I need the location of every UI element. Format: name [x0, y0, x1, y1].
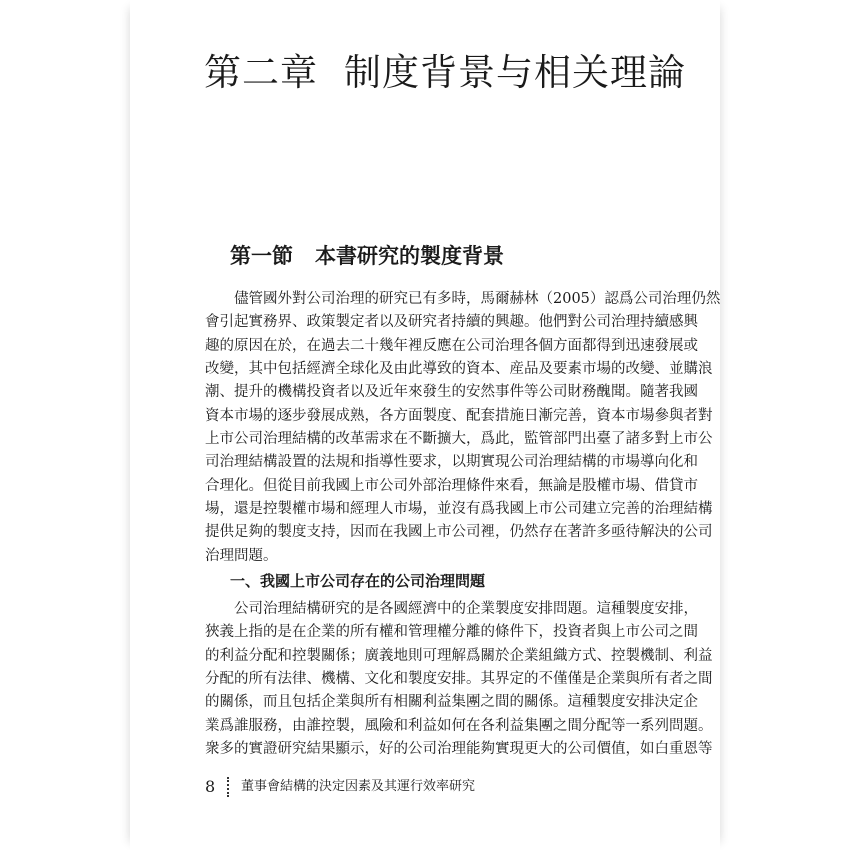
paragraph-line: 資本市場的逐步發展成熟，各方面製度、配套措施日漸完善，資本市場參與者對 [205, 407, 713, 424]
body-paragraph-2 [205, 598, 713, 761]
section-name: 本書研究的製度背景 [315, 243, 504, 268]
paragraph-line: 上市公司治理結構的改革需求在不斷擴大，爲此，監管部門出臺了諸多對上市公 [205, 431, 713, 448]
paragraph-line: 提供足夠的製度支持，因而在我國上市公司裡，仍然存在著許多亟待解決的公司 [205, 524, 713, 541]
section-title [230, 240, 504, 270]
paragraph-line: 分配的所有法律、機構、文化和製度安排。其界定的不僅僅是企業與所有者之間 [205, 671, 713, 688]
paragraph-line: 的利益分配和控製關係；廣義地則可理解爲關於企業組織方式、控製機制、利益 [205, 647, 713, 664]
chapter-number: 第二章 [204, 51, 318, 94]
paragraph-line: 的關係，而且包括企業與所有相關利益集團之間的關係。這種製度安排決定企 [205, 694, 698, 711]
paragraph-line: 公司治理結構研究的是各國經濟中的企業製度安排問題。這種製度安排， [205, 601, 698, 617]
subsection-title: 一、我國上市公司存在的公司治理問題 [230, 572, 486, 590]
paragraph-line: 會引起實務界、政策製定者以及研究者持續的興趣。他們對公司治理持續感興 [205, 314, 698, 331]
paragraph-line: 司治理結構設置的法規和指導性要求，以期實現公司治理結構的市場導向化和 [205, 454, 698, 471]
chapter-title [204, 42, 686, 96]
paragraph-line: 場，還是控製權市場和經理人市場，並沒有爲我國上市公司建立完善的治理結構 [205, 501, 713, 518]
page-number: 8 [205, 777, 216, 796]
paragraph-line: 業爲誰服務，由誰控製，風險和利益如何在各利益集團之間分配等一系列問題。 [205, 717, 713, 734]
paragraph-line: 改變，其中包括經濟全球化及由此導致的資本、産品及要素市場的改變、並購浪 [205, 361, 713, 378]
paragraph-line: 趣的原因在於，在過去二十幾年裡反應在公司治理各個方面都得到迅速發展或 [205, 337, 698, 354]
chapter-name: 制度背景与相关理論 [344, 51, 686, 94]
paragraph-line: 衆多的實證研究結果顯示，好的公司治理能夠實現更大的公司價值，如白重恩等 [205, 741, 713, 758]
running-book-title: 董事會結構的決定因素及其運行效率研究 [241, 779, 476, 794]
section-number: 第一節 [230, 243, 293, 268]
paragraph-line: 儘管國外對公司治理的研究已有多時，馬爾赫林（2005）認爲公司治理仍然 [205, 291, 721, 307]
body-paragraph-1 [205, 288, 721, 568]
paragraph-line: 合理化。但從目前我國上市公司外部治理條件來看，無論是股權市場、借貸市 [205, 477, 698, 494]
footer-divider [227, 777, 229, 797]
paragraph-line: 潮、提升的機構投資者以及近年來發生的安然事件等公司財務醜聞。隨著我國 [205, 384, 698, 401]
paragraph-line: 治理問題。 [205, 547, 278, 564]
paragraph-line: 狹義上指的是在企業的所有權和管理權分離的條件下，投資者與上市公司之間 [205, 624, 698, 641]
